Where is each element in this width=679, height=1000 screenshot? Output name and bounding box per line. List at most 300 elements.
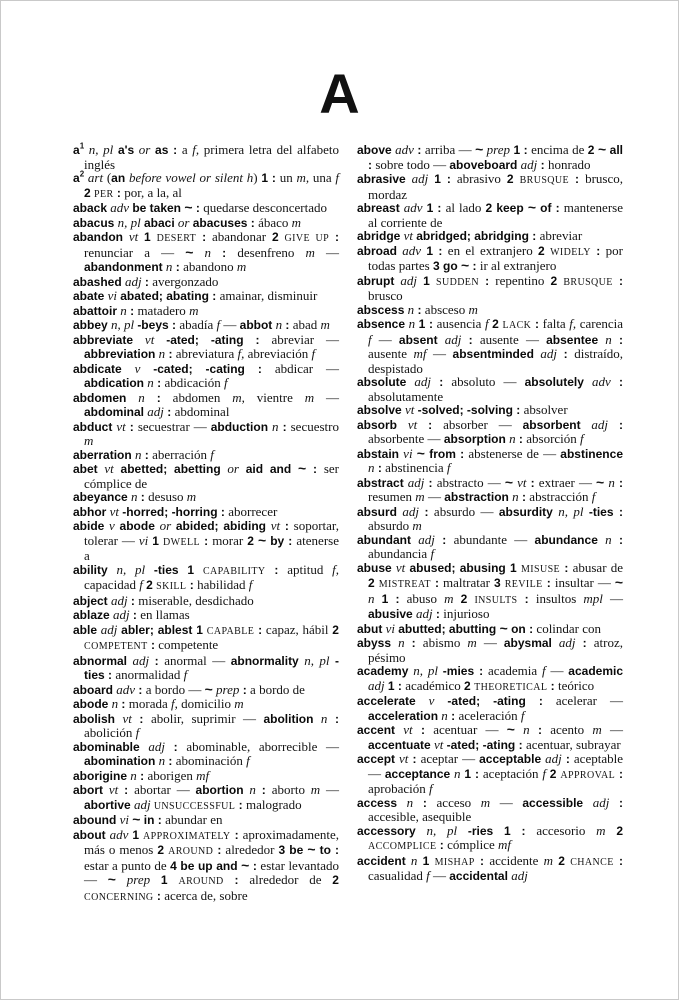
italic-label-run: f: [591, 489, 596, 504]
bold-text-run: :: [118, 697, 129, 711]
italic-label-run: or: [134, 142, 156, 157]
bold-text-run: abhor: [73, 504, 107, 519]
bold-text-run: aboveboard: [449, 157, 518, 172]
italic-label-run: adv: [583, 374, 611, 389]
plain-text-run: morada: [128, 696, 171, 711]
plain-text-run: abolición: [84, 725, 136, 740]
italic-label-run: vi: [116, 812, 133, 827]
italic-label-run: n: [117, 302, 127, 318]
italic-label-run: vt: [123, 229, 145, 244]
small-caps-label: DESERT: [156, 233, 197, 244]
italic-label-run: m: [310, 782, 321, 797]
bold-text-run: absorption: [443, 432, 506, 446]
bold-text-run: :: [235, 797, 246, 812]
bold-text-run: :: [557, 347, 575, 361]
dictionary-entry: [73, 712, 339, 740]
plain-text-run: aceptable —: [368, 751, 623, 781]
italic-label-run: adj: [551, 635, 576, 650]
small-caps-label: INSULTS: [474, 594, 518, 606]
bold-text-run: 2: [538, 243, 551, 258]
bold-text-run: :: [153, 888, 165, 903]
bold-text-run: abstinence: [560, 446, 623, 461]
small-caps-label: BRUSQUE: [563, 276, 613, 288]
plain-text-run: por todas partes: [368, 242, 623, 273]
bold-text-run: absurdity: [498, 504, 553, 519]
bold-text-run: 1 :: [426, 243, 448, 258]
plain-text-run: absorción: [526, 431, 581, 446]
italic-label-run: adj: [580, 416, 609, 432]
italic-label-run: adj: [130, 796, 154, 812]
bold-text-run: accessible: [522, 795, 584, 810]
italic-label-run: adj: [406, 374, 432, 389]
bold-text-run: :: [104, 668, 116, 682]
bold-text-run: accept: [357, 752, 396, 766]
bold-text-run: :: [153, 376, 165, 390]
bold-text-run: :: [255, 783, 272, 797]
bold-text-run: acceleration: [368, 708, 439, 723]
bold-text-run: :: [612, 273, 623, 288]
plain-text-run: domicilio: [177, 696, 235, 711]
italic-label-run: f,: [332, 561, 339, 577]
italic-label-run: n: [243, 782, 256, 797]
italic-label-run: f: [368, 331, 372, 347]
plain-text-run: abstracto —: [436, 474, 505, 490]
italic-label-run: prep: [115, 872, 161, 887]
bold-text-run: -solved; -solving: [417, 403, 513, 417]
plain-text-run: abdicar —: [274, 360, 339, 376]
italic-label-run: vi: [399, 445, 417, 461]
italic-label-run: adv: [399, 200, 427, 215]
plain-text-run: repentino: [495, 272, 551, 288]
bold-text-run: :: [474, 853, 490, 868]
italic-label-run: n: [272, 317, 283, 332]
italic-label-run: n, pl: [114, 214, 144, 230]
plain-text-run: mantenerse al corriente de: [368, 200, 623, 230]
bold-text-run: :: [278, 419, 291, 434]
swung-dash-symbol: ~: [461, 257, 470, 273]
bold-text-run: abroad: [357, 243, 398, 258]
italic-label-run: vt: [401, 402, 418, 417]
plain-text-run: ábaco: [258, 214, 292, 230]
bold-text-run: :: [192, 201, 204, 215]
plain-text-run: malogrado: [245, 796, 302, 812]
bold-text-run: :: [615, 766, 623, 781]
italic-label-run: f: [139, 577, 147, 592]
bold-text-run: -ties: [588, 504, 614, 519]
italic-label-run: adv: [397, 242, 427, 258]
bold-text-run: :: [208, 289, 220, 303]
bold-text-run: be taken: [132, 201, 185, 215]
plain-text-run: ausencia: [436, 316, 485, 331]
italic-label-run: adj: [412, 606, 433, 621]
plain-text-run: accesible, asequible: [368, 809, 472, 824]
italic-label-run: f: [248, 577, 253, 592]
bold-text-run: 1: [132, 827, 144, 842]
bold-text-run: :: [164, 739, 187, 754]
italic-label-run: f: [580, 431, 584, 446]
bold-text-run: :: [168, 143, 182, 157]
italic-label-run: f: [311, 346, 316, 361]
dictionary-entry: [73, 462, 339, 490]
plain-text-run: avergonzado: [152, 273, 219, 289]
dictionary-entry: [73, 740, 339, 769]
bold-text-run: 1 :: [261, 171, 280, 185]
plain-text-run: absceso: [424, 301, 469, 317]
plain-text-run: insultar —: [554, 575, 615, 590]
bold-text-run: 3 go: [432, 259, 461, 273]
plain-text-run: aceptar —: [420, 751, 480, 766]
italic-label-run: m: [305, 244, 315, 260]
bold-text-run: :: [408, 752, 421, 766]
bold-text-run: :: [125, 419, 138, 434]
swung-dash-symbol: ~: [499, 619, 508, 636]
italic-label-run: f: [484, 316, 493, 331]
two-column-text-area: [1, 123, 678, 904]
bold-text-run: -ated; -ating: [447, 694, 526, 708]
bold-text-run: :: [518, 490, 530, 504]
bold-text-run: abnormality: [230, 653, 299, 668]
italic-label-run: n, pl: [298, 652, 335, 668]
bold-text-run: 4 be up and: [170, 858, 242, 873]
bold-text-run: of :: [536, 201, 564, 215]
bold-text-run: absorb: [357, 417, 398, 432]
small-caps-label: DWELL: [163, 536, 201, 548]
small-caps-label: CONCERNING: [84, 891, 154, 903]
italic-label-run: mf: [196, 767, 210, 783]
bold-text-run: absolve: [357, 403, 402, 417]
bold-text-run: :: [447, 708, 459, 723]
bold-text-run: :: [244, 361, 275, 376]
bold-text-run: 1 :: [387, 678, 406, 693]
italic-label-run: m: [415, 489, 425, 504]
plain-text-run: abrasivo: [456, 171, 507, 186]
bold-text-run: :: [419, 504, 434, 519]
dictionary-entry: [357, 619, 623, 637]
plain-text-run: falta: [542, 316, 570, 331]
italic-label-run: n: [391, 635, 405, 650]
small-caps-label: CAPABLE: [206, 625, 255, 637]
bold-text-run: abuse: [357, 560, 392, 575]
swung-dash-symbol: ~: [257, 531, 267, 548]
italic-label-run: n: [598, 331, 612, 347]
plain-text-run: abstenerse de —: [468, 445, 561, 461]
plain-text-run: anormal —: [164, 652, 231, 668]
plain-text-run: abominable, aborrecible —: [186, 738, 339, 754]
plain-text-run: alrededor de: [249, 872, 333, 887]
bold-text-run: :: [135, 682, 146, 697]
italic-label-run: f: [520, 707, 525, 723]
bold-text-run: abolish: [73, 711, 116, 726]
plain-text-run: ir al extranjero: [479, 258, 557, 273]
plain-text-run: brusco, mordaz: [368, 171, 623, 202]
plain-text-run: en el extranjero: [447, 242, 539, 258]
bold-text-run: 2: [549, 766, 561, 781]
italic-label-run: n: [126, 389, 145, 405]
small-caps-label: CAPABILITY: [202, 565, 266, 577]
plain-text-run: abstracción: [529, 489, 592, 504]
plain-text-run: (: [106, 170, 112, 185]
bold-text-run: abeyance: [73, 490, 128, 504]
dictionary-entry: [73, 230, 339, 275]
plain-text-run: —: [314, 244, 340, 260]
plain-text-run: aborrecer: [228, 503, 278, 519]
small-caps-label: AROUND: [178, 876, 224, 887]
bold-text-run: :: [144, 390, 173, 405]
plain-text-run: en llamas: [140, 607, 190, 622]
italic-label-run: m,: [232, 389, 245, 405]
dictionary-entry: [73, 171, 339, 201]
bold-text-run: absentminded: [452, 347, 534, 361]
dictionary-entry: [357, 274, 623, 303]
bold-text-run: abdominal: [84, 405, 145, 419]
plain-text-run: renunciar a —: [84, 244, 186, 260]
italic-label-run: vi: [382, 620, 399, 636]
italic-label-run: adj: [109, 607, 130, 622]
italic-label-run: m: [596, 822, 617, 838]
italic-label-run: prep: [212, 681, 240, 697]
bold-text-run: 2 keep: [485, 201, 528, 215]
bold-text-run: :: [529, 723, 551, 737]
italic-label-run: adv: [107, 200, 133, 215]
dictionary-entry: [357, 533, 623, 561]
dictionary-entry: [73, 519, 339, 563]
italic-label-run: vt: [106, 503, 123, 519]
bold-text-run: academic: [568, 664, 623, 678]
dictionary-entry: [357, 561, 623, 622]
italic-label-run: adj: [107, 592, 128, 608]
plain-text-run: académico: [405, 677, 465, 693]
bold-text-run: abridged; abridging: [416, 229, 529, 243]
italic-label-run: n: [604, 474, 615, 490]
plain-text-run: absoluto —: [451, 374, 525, 389]
italic-label-run: n, pl: [84, 142, 118, 157]
small-caps-label: REVILE: [504, 579, 543, 590]
plain-text-run: absorber —: [443, 416, 523, 432]
bold-text-run: 3: [493, 576, 505, 590]
bold-text-run: -ated; -ating: [166, 332, 244, 347]
italic-label-run: v: [104, 518, 120, 533]
plain-text-run: aberración: [152, 446, 211, 462]
bold-text-run: aback: [73, 201, 108, 215]
dictionary-entry: [73, 563, 339, 594]
bold-text-run: abused; abusing 1: [409, 560, 521, 575]
dictionary-entry: [73, 813, 339, 828]
bold-text-run: ablaze: [73, 608, 110, 622]
bold-text-run: ability: [73, 562, 108, 577]
dictionary-entry: [357, 303, 623, 318]
bold-text-run: :: [434, 532, 454, 547]
small-caps-label: WIDELY: [550, 246, 591, 258]
bold-text-run: :: [118, 783, 135, 797]
italic-label-run: n, pl: [408, 663, 443, 678]
dictionary-entry: [73, 769, 339, 784]
plain-text-run: aceleración: [458, 707, 521, 723]
bold-text-run: 1: [422, 853, 435, 868]
italic-label-run: n: [155, 346, 166, 361]
small-caps-label: ACCOMPLICE: [368, 841, 437, 852]
plain-text-run: acelerar —: [555, 693, 623, 708]
bold-text-run: abacuses: [192, 215, 248, 230]
bold-text-run: :: [327, 711, 339, 726]
plain-text-run: acentuar, subrayar: [525, 736, 621, 752]
italic-label-run: n: [505, 431, 516, 446]
bold-text-run: 1 :: [381, 591, 407, 606]
bold-text-run: :: [217, 504, 229, 519]
italic-label-run: v: [121, 360, 154, 376]
bold-text-run: abutted; abutting: [398, 621, 500, 636]
italic-label-run: m,: [296, 170, 313, 185]
italic-label-run: vt: [395, 722, 413, 737]
bold-text-run: :: [163, 405, 175, 419]
small-caps-label: UNSUCCESSFUL: [153, 800, 236, 812]
bold-text-run: absence: [357, 317, 406, 331]
italic-label-run: n: [405, 852, 423, 868]
bold-text-run: all :: [368, 143, 624, 172]
small-caps-label: MISHAP: [434, 856, 475, 868]
bold-text-run: :: [404, 636, 423, 650]
bold-text-run: :: [608, 417, 623, 432]
bold-text-run: abided; abiding: [175, 519, 266, 533]
italic-label-run: vt: [133, 331, 167, 347]
italic-label-run: m: [467, 635, 477, 650]
bold-text-run: abduction: [210, 419, 269, 434]
dictionary-entry: [73, 697, 339, 712]
dictionary-entry: [73, 275, 339, 290]
plain-text-run: estar a punto de: [84, 857, 171, 873]
plain-text-run: —: [320, 782, 340, 797]
italic-label-run: adj: [127, 652, 150, 668]
italic-label-run: n: [597, 531, 612, 547]
plain-text-run: absorbente —: [368, 431, 444, 446]
plain-text-run: alrededor: [225, 842, 279, 857]
bold-text-run: :: [127, 593, 139, 608]
bold-text-run: :: [517, 591, 536, 606]
italic-label-run: adj: [368, 677, 388, 693]
dictionary-entry: [73, 391, 339, 420]
bold-text-run: 1 :: [464, 766, 483, 781]
small-caps-label: APPROXIMATELY: [143, 830, 231, 842]
plain-text-run: acentuar —: [433, 722, 507, 737]
bold-text-run: -horred; -horring: [122, 504, 218, 519]
italic-label-run: m: [592, 722, 602, 737]
bold-text-run: :: [537, 157, 548, 172]
dictionary-entry: [357, 664, 623, 694]
swung-dash-symbol: ~: [298, 460, 307, 476]
bold-text-run: :: [249, 858, 261, 873]
plain-text-run: abortar —: [134, 782, 196, 797]
dictionary-entry: [357, 403, 623, 418]
italic-label-run: before vowel or silent h: [125, 170, 254, 185]
plain-text-run: anormalidad: [115, 667, 184, 682]
bold-text-run: abolition: [263, 711, 314, 726]
bold-text-run: abut: [357, 621, 383, 636]
bold-text-run: -beys: [137, 318, 169, 332]
dictionary-entry: [357, 375, 623, 403]
bold-text-run: absentee: [546, 332, 599, 347]
bold-text-run: -ties 1: [153, 562, 203, 577]
plain-text-run: acento: [550, 722, 593, 737]
italic-label-run: vt: [391, 559, 410, 575]
bold-text-run: accidental: [449, 869, 508, 883]
bold-text-run: absorbent: [522, 417, 581, 432]
plain-text-run: extraer —: [538, 474, 597, 490]
small-caps-label: SUDDEN: [435, 276, 479, 288]
bold-text-run: :: [129, 608, 141, 622]
plain-text-run: habilidad: [197, 577, 249, 592]
italic-label-run: f,: [237, 346, 248, 361]
bold-text-run: :: [609, 795, 623, 810]
bold-text-run: 2: [460, 591, 475, 606]
bold-text-run: abdication: [84, 376, 145, 390]
bold-text-run: :: [210, 245, 238, 260]
plain-text-run: sobre todo —: [375, 156, 450, 172]
dictionary-entry: [357, 824, 623, 854]
plain-text-run: acerca de, sobre: [164, 887, 248, 903]
italic-label-run: f: [216, 317, 221, 332]
plain-text-run: absolver: [523, 402, 568, 417]
bold-text-run: 1 :: [513, 143, 532, 157]
bold-text-run: abet: [73, 462, 98, 476]
dictionary-entry: [73, 216, 339, 231]
bold-text-run: :: [137, 490, 149, 504]
italic-label-run: adj: [403, 474, 425, 490]
bold-text-run: :: [223, 873, 250, 887]
bold-text-run: abreast: [357, 201, 400, 215]
dictionary-entry: [357, 172, 623, 201]
small-caps-label: SKILL: [156, 581, 187, 592]
italic-label-run: vi: [104, 288, 121, 303]
italic-label-run: adv: [113, 681, 136, 697]
dictionary-entry: [73, 289, 339, 304]
bold-text-run: abate: [73, 289, 105, 303]
bold-text-run: abortion: [195, 783, 244, 797]
bold-text-run: :: [265, 562, 288, 577]
swung-dash-symbol: ~: [204, 680, 213, 697]
dictionary-entry: [73, 333, 339, 362]
italic-label-run: vt: [400, 228, 417, 243]
swung-dash-symbol: ~: [416, 444, 425, 461]
plain-text-run: accesorio: [536, 822, 597, 838]
bold-text-run: :: [414, 302, 425, 317]
italic-label-run: vt: [397, 416, 418, 432]
italic-label-run: adj: [121, 273, 142, 289]
plain-text-run: —: [601, 722, 624, 737]
bold-text-run: abandonment: [84, 260, 163, 274]
italic-label-run: n: [368, 590, 382, 606]
plain-text-run: aborto: [271, 782, 311, 797]
bold-text-run: abashed: [73, 274, 122, 289]
bold-text-run: :: [141, 447, 153, 462]
bold-text-run: abdicate: [73, 361, 122, 376]
italic-label-run: adj: [533, 346, 558, 361]
plain-text-run: abandonar: [212, 229, 272, 244]
italic-label-run: f: [135, 725, 140, 740]
bold-text-run: :: [614, 475, 623, 490]
bold-text-run: :: [239, 682, 251, 697]
bold-text-run: abject: [73, 593, 108, 608]
italic-label-run: m: [320, 317, 330, 332]
dictionary-entry: [73, 654, 339, 683]
bold-text-run: abundance: [534, 532, 598, 547]
plain-text-run: —: [545, 663, 569, 678]
dictionary-entry: [357, 317, 623, 375]
italic-label-run: n: [127, 767, 137, 783]
bold-text-run: 1: [144, 230, 157, 244]
bold-text-run: abridge: [357, 229, 401, 243]
italic-label-run: adj: [139, 738, 165, 754]
bold-text-run: :: [432, 607, 444, 621]
bold-text-run: abstraction: [444, 490, 509, 504]
